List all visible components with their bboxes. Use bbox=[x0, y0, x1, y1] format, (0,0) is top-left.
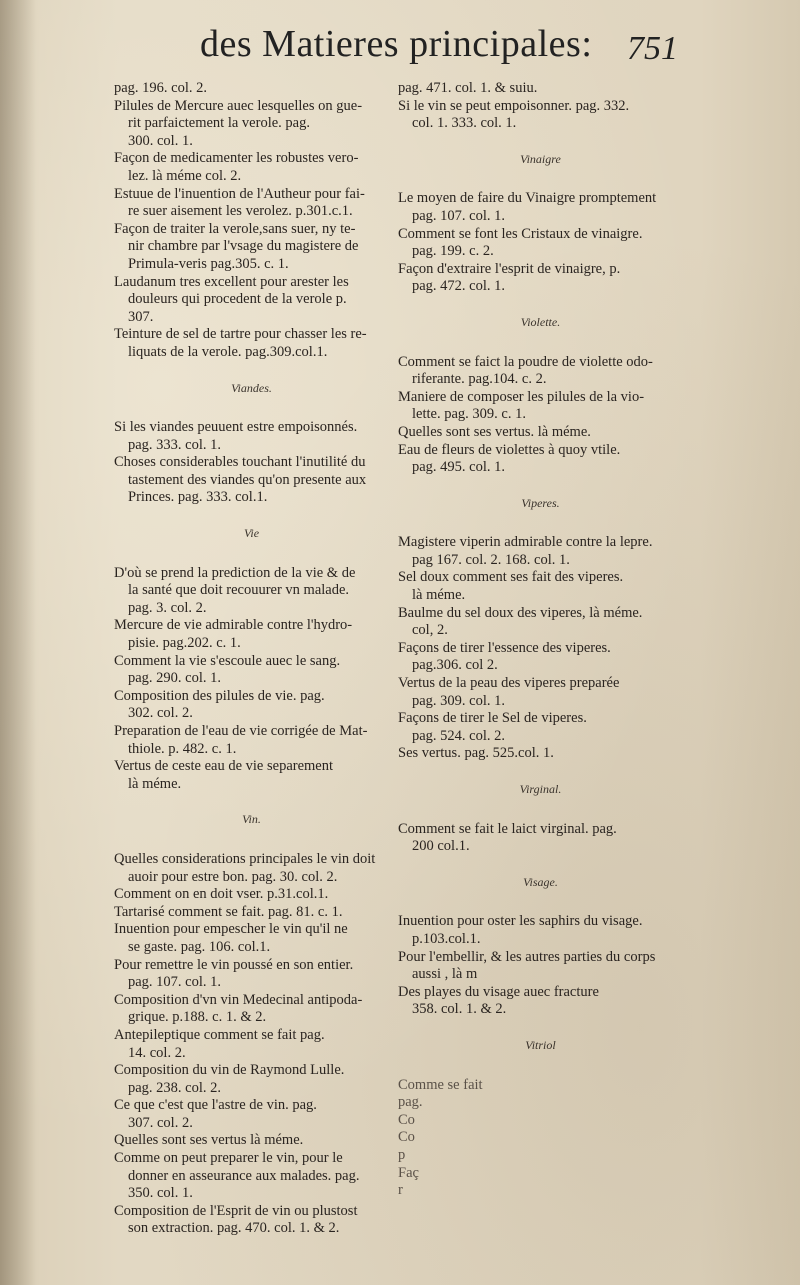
entry-line: douleurs qui procedent de la verole p. bbox=[128, 291, 347, 308]
entry-line: Co bbox=[398, 1111, 415, 1128]
index-entry bbox=[114, 851, 389, 886]
index-entry bbox=[398, 226, 683, 261]
entry-line: Vertus de ceste eau de vie separement bbox=[114, 758, 334, 775]
entry-line: Quelles sont ses vertus. là méme. bbox=[398, 423, 591, 440]
entry-line: p.103.col.1. bbox=[412, 930, 481, 947]
entry-line: Quelles considerations principales le vin doit bbox=[114, 850, 376, 867]
index-entry bbox=[398, 80, 683, 98]
entry-line: pag. 495. col. 1. bbox=[412, 459, 506, 476]
index-entry bbox=[398, 710, 683, 745]
entry-line: Laudanum tres excellent pour arester les bbox=[114, 273, 349, 290]
index-entry bbox=[398, 675, 683, 710]
index-entry bbox=[114, 688, 389, 723]
entry-line: pag. 107. col. 1. bbox=[412, 207, 506, 224]
entry-line: pisie. pag.202. c. 1. bbox=[128, 635, 241, 652]
index-entry bbox=[398, 354, 683, 389]
entry-line: là méme. bbox=[412, 587, 466, 604]
entry-line: D'où se prend la prediction de la vie & de bbox=[114, 564, 356, 581]
entry-line: Façon d'extraire l'esprit de vinaigre, p. bbox=[398, 260, 621, 277]
entry-line: Choses considerables touchant l'inutilité du bbox=[114, 454, 366, 471]
entry-line: Comme se fait bbox=[398, 1076, 483, 1093]
entry-line: Magistere viperin admirable contre la lepre. bbox=[398, 534, 653, 551]
entry-line: Preparation de l'eau de vie corrigée de Mat- bbox=[114, 723, 368, 739]
entry-line: 358. col. 1. & 2. bbox=[412, 1001, 507, 1018]
entry-line: pag. 333. col. 1. bbox=[128, 436, 222, 453]
section-heading: Viandes. bbox=[231, 380, 272, 395]
entry-line: Teinture de sel de tartre pour chasser les re- bbox=[114, 326, 367, 343]
entry-line: Ses vertus. pag. 525.col. 1. bbox=[398, 745, 554, 762]
entry-line: tastement des viandes qu'on presente aux bbox=[128, 471, 367, 488]
index-entry bbox=[114, 758, 389, 793]
index-column-left bbox=[114, 80, 389, 1238]
entry-line: 200 col.1. bbox=[412, 838, 470, 855]
index-entry bbox=[398, 442, 683, 477]
entry-line: Pour remettre le vin poussé en son entier. bbox=[114, 956, 354, 973]
index-entry bbox=[114, 80, 389, 98]
index-entry bbox=[114, 1097, 389, 1132]
index-entry bbox=[114, 992, 389, 1027]
entry-line: p bbox=[398, 1146, 406, 1163]
entry-line: auoir pour estre bon. pag. 30. col. 2. bbox=[128, 868, 338, 885]
index-entry bbox=[114, 723, 389, 758]
index-entry bbox=[398, 984, 683, 1019]
entry-line: 302. col. 2. bbox=[128, 705, 193, 722]
entry-line: pag. 309. col. 1. bbox=[412, 692, 506, 709]
entry-line: Composition du vin de Raymond Lulle. bbox=[114, 1062, 345, 1079]
index-entry bbox=[114, 653, 389, 688]
page-gutter-shadow bbox=[0, 0, 36, 1285]
entry-line: col, 2. bbox=[412, 622, 448, 639]
entry-line: Antepileptique comment se fait pag. bbox=[114, 1026, 325, 1043]
entry-line: 307. col. 2. bbox=[128, 1114, 193, 1131]
entry-line: Pour l'embellir, & les autres parties du corps bbox=[398, 948, 656, 965]
entry-line: rit parfaictement la verole. pag. bbox=[128, 115, 310, 132]
index-entry bbox=[398, 534, 683, 569]
entry-line: Si le vin se peut empoisonner. pag. 332. bbox=[398, 97, 630, 114]
entry-line: Des playes du visage auec fracture bbox=[398, 983, 599, 1000]
entry-line: r bbox=[398, 1182, 403, 1199]
entry-line: col. 1. 333. col. 1. bbox=[412, 115, 517, 132]
entry-line: pag. 238. col. 2. bbox=[128, 1079, 222, 1096]
entry-line: la santé que doit recouurer vn malade. bbox=[128, 582, 350, 599]
index-entry bbox=[114, 921, 389, 956]
entry-line: lette. pag. 309. c. 1. bbox=[412, 406, 526, 423]
entry-line: 350. col. 1. bbox=[128, 1185, 193, 1202]
entry-line: re suer aisement les verolez. p.301.c.1. bbox=[128, 203, 353, 220]
entry-line: Pilules de Mercure auec lesquelles on gue- bbox=[114, 97, 363, 114]
entry-line: pag. 199. c. 2. bbox=[412, 243, 494, 260]
section-heading: Visage. bbox=[523, 874, 558, 889]
index-entry bbox=[114, 274, 389, 327]
entry-line: Comment la vie s'escoule auec le sang. bbox=[114, 652, 341, 669]
entry-line: Comment on en doit vser. p.31.col.1. bbox=[114, 886, 329, 903]
entry-line: pag. 196. col. 2. bbox=[114, 80, 208, 96]
entry-line: donner en asseurance aux malades. pag. bbox=[128, 1167, 360, 1184]
entry-line: Façons de tirer le Sel de viperes. bbox=[398, 710, 587, 727]
index-entry bbox=[398, 424, 683, 442]
entry-line: pag. 472. col. 1. bbox=[412, 278, 506, 295]
index-entry bbox=[398, 605, 683, 640]
index-entry bbox=[114, 186, 389, 221]
index-entry bbox=[114, 454, 389, 507]
entry-line: Inuention pour oster les saphirs du visage. bbox=[398, 913, 643, 930]
index-entry bbox=[114, 886, 389, 904]
index-entry bbox=[398, 640, 683, 675]
entry-line: 307. bbox=[128, 308, 154, 325]
entry-line: Façon de traiter la verole,sans suer, ny te- bbox=[114, 220, 356, 237]
index-entry bbox=[114, 1027, 389, 1062]
index-entry bbox=[114, 1150, 389, 1203]
index-entry bbox=[398, 913, 683, 948]
section-heading: Violette. bbox=[520, 314, 561, 329]
running-head: des Matieres principales: bbox=[200, 23, 593, 65]
entry-line: Estuue de l'inuention de l'Autheur pour fai- bbox=[114, 185, 365, 202]
entry-line: Comment se fait le laict virginal. pag. bbox=[398, 820, 617, 837]
index-entry bbox=[398, 98, 683, 133]
damaged-entry bbox=[398, 1077, 683, 1200]
entry-line: pag. 107. col. 1. bbox=[128, 974, 222, 991]
index-entry bbox=[114, 1132, 389, 1150]
entry-line: Vertus de la peau des viperes preparée bbox=[398, 675, 620, 692]
entry-line: Composition d'vn vin Medecinal antipoda- bbox=[114, 991, 363, 1008]
entry-line: Façons de tirer l'essence des viperes. bbox=[398, 639, 611, 656]
entry-line: Primula-veris pag.305. c. 1. bbox=[128, 255, 289, 272]
entry-line: pag. 290. col. 1. bbox=[128, 670, 222, 687]
index-entry bbox=[114, 565, 389, 618]
index-entry bbox=[114, 1062, 389, 1097]
entry-line: pag 167. col. 2. 168. col. 1. bbox=[412, 551, 570, 568]
index-entry bbox=[114, 1203, 389, 1238]
entry-line: Sel doux comment ses fait des viperes. bbox=[398, 569, 624, 586]
entry-line: Ce que c'est que l'astre de vin. pag. bbox=[114, 1097, 317, 1114]
entry-line: Co bbox=[398, 1129, 415, 1146]
entry-line: là méme. bbox=[128, 775, 182, 792]
index-entry bbox=[114, 150, 389, 185]
index-entry bbox=[114, 221, 389, 274]
entry-line: pag. 3. col. 2. bbox=[128, 599, 207, 616]
entry-line: riferante. pag.104. c. 2. bbox=[412, 371, 547, 388]
entry-line: Comment se font les Cristaux de vinaigre. bbox=[398, 225, 643, 242]
entry-line: 14. col. 2. bbox=[128, 1044, 186, 1061]
entry-line: grique. p.188. c. 1. & 2. bbox=[128, 1009, 267, 1026]
entry-line: pag. 524. col. 2. bbox=[412, 727, 506, 744]
section-heading: Vitriol bbox=[525, 1037, 556, 1052]
index-column-right bbox=[398, 80, 683, 1200]
index-entry bbox=[398, 949, 683, 984]
index-entry bbox=[114, 98, 389, 151]
index-entry bbox=[114, 419, 389, 454]
entry-line: Comment se faict la poudre de violette odo- bbox=[398, 353, 653, 370]
entry-line: Princes. pag. 333. col.1. bbox=[128, 489, 268, 506]
index-entry bbox=[398, 389, 683, 424]
index-entry bbox=[398, 569, 683, 604]
entry-line: Baulme du sel doux des viperes, là méme. bbox=[398, 604, 643, 621]
entry-line: Tartarisé comment se fait. pag. 81. c. 1. bbox=[114, 903, 343, 920]
entry-line: pag.306. col 2. bbox=[412, 657, 498, 674]
section-heading: Viperes. bbox=[521, 495, 560, 510]
entry-line: son extraction. pag. 470. col. 1. & 2. bbox=[128, 1220, 340, 1237]
entry-line: se gaste. pag. 106. col.1. bbox=[128, 938, 271, 955]
entry-line: 300. col. 1. bbox=[128, 132, 193, 149]
entry-line: Composition de l'Esprit de vin ou plustost bbox=[114, 1202, 358, 1219]
index-entry bbox=[114, 617, 389, 652]
entry-line: lez. là méme col. 2. bbox=[128, 167, 242, 184]
entry-line: Faç bbox=[398, 1164, 419, 1181]
page-number: 751 bbox=[627, 30, 678, 67]
entry-line: Maniere de composer les pilules de la vio- bbox=[398, 388, 645, 405]
entry-line: Composition des pilules de vie. pag. bbox=[114, 687, 325, 704]
entry-line: nir chambre par l'vsage du magistere de bbox=[128, 238, 359, 255]
entry-line: Si les viandes peuuent estre empoisonnés. bbox=[114, 419, 358, 436]
entry-line: Eau de fleurs de violettes à quoy vtile. bbox=[398, 441, 621, 458]
entry-line: Mercure de vie admirable contre l'hydro- bbox=[114, 617, 353, 634]
index-entry bbox=[398, 745, 683, 763]
index-entry bbox=[398, 821, 683, 856]
entry-line: liquats de la verole. pag.309.col.1. bbox=[128, 343, 328, 360]
entry-line: thiole. p. 482. c. 1. bbox=[128, 740, 237, 757]
entry-line: Inuention pour empescher le vin qu'il ne bbox=[114, 921, 348, 938]
index-entry bbox=[398, 190, 683, 225]
section-heading: Vin. bbox=[242, 812, 261, 827]
entry-line: pag. 471. col. 1. & suiu. bbox=[398, 80, 538, 96]
entry-line: Façon de medicamenter les robustes vero- bbox=[114, 150, 359, 167]
entry-line: pag. bbox=[398, 1094, 423, 1111]
entry-line: Quelles sont ses vertus là méme. bbox=[114, 1132, 304, 1149]
section-heading: Virginal. bbox=[519, 782, 562, 796]
index-entry bbox=[398, 261, 683, 296]
entry-line: aussi , là m bbox=[412, 966, 478, 983]
entry-line: Le moyen de faire du Vinaigre promptement bbox=[398, 190, 657, 207]
index-entry bbox=[114, 904, 389, 922]
section-heading: Vinaigre bbox=[520, 151, 561, 166]
entry-line: Comme on peut preparer le vin, pour le bbox=[114, 1150, 343, 1167]
section-heading: Vie bbox=[243, 526, 260, 541]
index-entry bbox=[114, 326, 389, 361]
index-entry bbox=[114, 957, 389, 992]
